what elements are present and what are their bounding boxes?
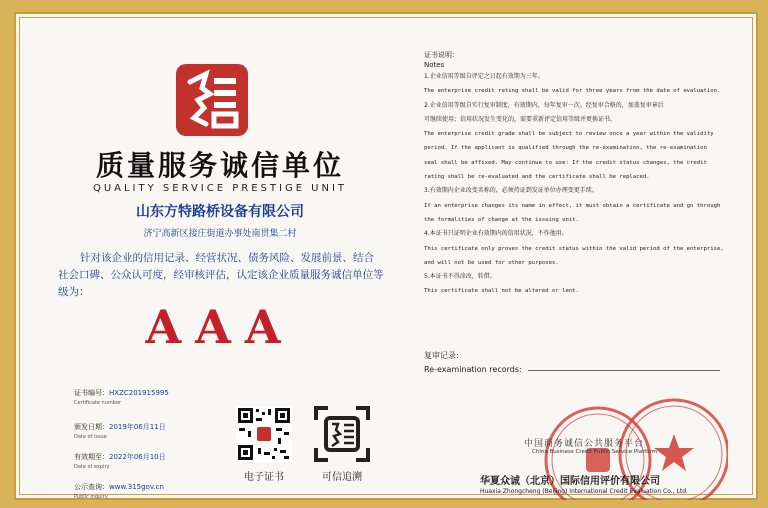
certificate-right-panel: [424, 50, 746, 506]
expiry-date-value: 2022年06月10日: [109, 453, 166, 461]
recheck-records: [424, 350, 522, 374]
notes-title: 证书说明：: [424, 51, 459, 59]
issue-date-label: 颁发日期：: [74, 423, 109, 431]
company-name: 山东方特路桥设备有限公司: [136, 204, 304, 220]
company-address: 济宁高新区接庄街道办事处南贯集二村: [143, 229, 297, 239]
public-inquiry-label: 公示查询：: [74, 483, 109, 491]
note-line: seal shall be affixed. May continue to use: If the credit status changes, the credit: [424, 159, 707, 166]
issuer-name-en: Huaxia Zhongcheng (Beijing) International Credit Evaluation Co., Ltd.: [480, 488, 688, 495]
public-inquiry-row: [74, 482, 164, 500]
expiry-date-row: [74, 452, 166, 470]
note-line: 2.企业信用等级自实行复审制度，有效期内，每年复审一次。经复审合格的，加盖复审章后: [424, 101, 664, 109]
qr-code-icon[interactable]: [236, 406, 292, 462]
cert-number-row: [74, 388, 169, 406]
note-line: The enterprise credit grade shall be subject to review once a year within the validity: [424, 131, 714, 138]
note-line: The enterprise credit rating shall be valid for three years from the date of evaluation.: [424, 88, 721, 95]
certificate-left-panel: [50, 50, 390, 506]
platform-name-en: China Business Credit Public Service Platform: [532, 449, 658, 455]
note-line: 可继续使用；信用状况发生变化的，需要重新评定信用等级并更换证书。: [424, 115, 617, 123]
recheck-label: 复审记录:: [424, 351, 459, 360]
issue-date-value: 2019年06月11日: [109, 423, 166, 431]
xin-seal-logo-icon: [176, 64, 248, 136]
credit-grade: AAA: [145, 300, 295, 354]
expiry-date-label: 有效期至：: [74, 453, 109, 461]
notes-list: [424, 70, 746, 299]
note-line: rating shall be re-evaluated and the certificate shall be replaced.: [424, 174, 650, 181]
note-line: the formalities of change at the issuing unit.: [424, 216, 579, 223]
e-certificate-caption: 电子证书: [244, 472, 284, 483]
cert-number-label-en: Certificate number: [74, 400, 122, 406]
notes-title-en: Notes: [424, 61, 445, 69]
note-line: This certificate only proves the credit status within the valid period of the enterprise,: [424, 245, 724, 252]
certificate-statement: 针对该企业的信用记录、经营状况、债务风险、发展前景、结合社会口碑、公众认可度，经审核评估，认定该企业质量服务诚信单位等级为：: [58, 252, 384, 298]
cert-number-value: HXZC201915995: [109, 389, 169, 397]
recheck-label-en: Re-examination records:: [424, 365, 522, 374]
note-line: 4.本证书只证明企业有效期内的信用状况，不作他用。: [424, 230, 568, 238]
trace-caption: 可信追溯: [322, 472, 362, 483]
note-line: 1.企业信用等级自评定之日起有效期为三年。: [424, 73, 544, 80]
recheck-signature-line: [528, 370, 720, 371]
platform-name: 中国商务诚信公共服务平台: [524, 439, 645, 449]
issuer-name: 华夏众诚（北京）国际信用评价有限公司: [480, 476, 660, 487]
issue-date-label-en: Date of issue: [74, 434, 107, 440]
trace-icon[interactable]: [314, 406, 370, 462]
note-line: This certificate shall not be altered or lent.: [424, 288, 579, 295]
cert-number-label: 证书编号：: [74, 389, 109, 397]
public-inquiry-label-en: Public inquiry: [74, 494, 108, 500]
certificate-paper: [14, 12, 758, 500]
certificate-title-en: QUALITY SERVICE PRESTIGE UNIT: [92, 183, 348, 194]
issue-date-row: [74, 422, 166, 440]
note-line: 3.有效期内企业改变名称的，必须持证到发证单位办理变更手续。: [424, 187, 598, 195]
expiry-date-label-en: Date of expiry: [74, 464, 110, 470]
note-line: 5.本证书不得涂改，转借。: [424, 273, 496, 281]
note-line: and will not be used for other purposes.: [424, 259, 559, 266]
public-inquiry-site[interactable]: www.315gov.cn: [109, 483, 164, 491]
logo-glyph-icon: [176, 64, 248, 136]
note-line: period. If the applicant is qualified through the re-examination, the re-examination: [424, 145, 707, 152]
certificate-title: 质量服务诚信单位: [95, 149, 344, 182]
note-line: If an enterprise changes its name in effect, it must obtain a certificate and go through: [424, 202, 721, 209]
